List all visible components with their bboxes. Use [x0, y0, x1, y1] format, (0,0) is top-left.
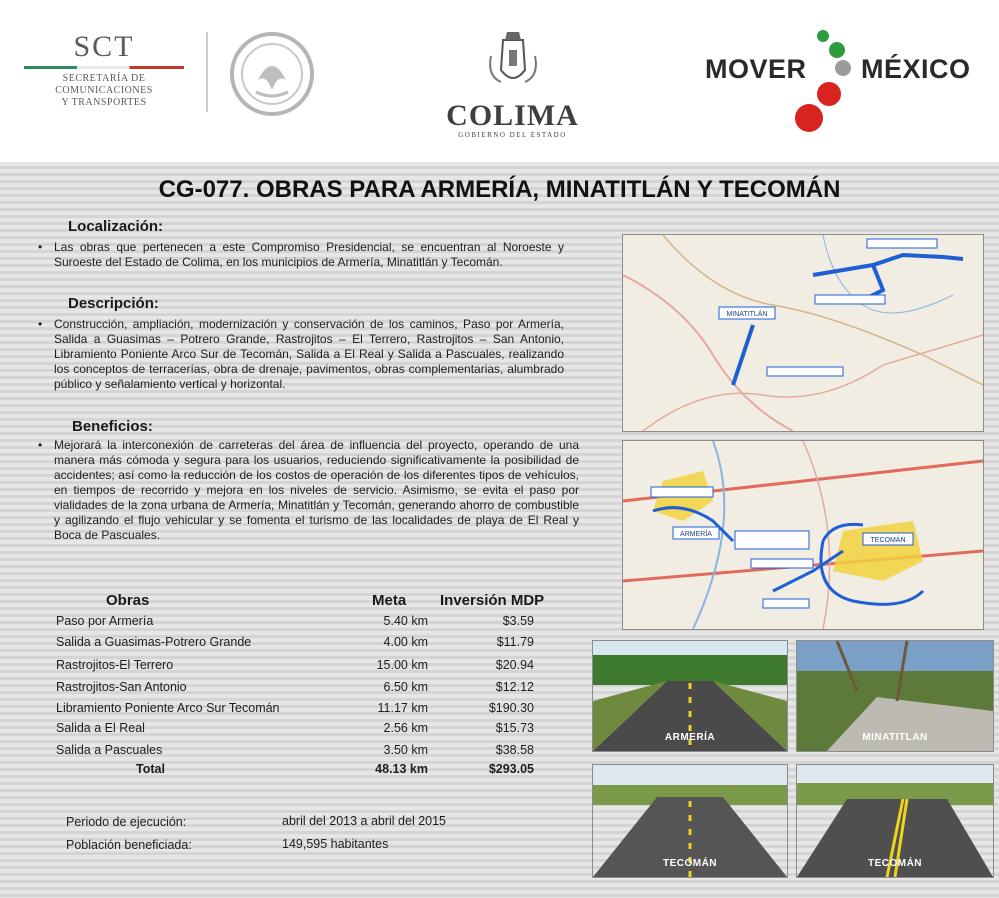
gray-dot — [835, 60, 851, 76]
descripcion-body: Construcción, ampliación, modernización y conservación de los caminos, Paso por Armería, Salida a Guasimas – Potrero Grande, Rastrojitos – El Terrero, Rastrojitos – San Antonio, Libramiento Poniente Arco Sur de Tecomán, Salida a El Real y Salida a Pascuales, realizando los conceptos de terracerías, obra de drenaje, pavimentos, obras complementarias, alumbrado público y señalamiento vertical y horizontal. — [54, 317, 564, 391]
poblacion-value: 149,595 habitantes — [282, 837, 389, 851]
green-dot-large — [829, 42, 845, 58]
row-inversion: $38.58 — [495, 743, 534, 757]
periodo-value: abril del 2013 a abril del 2015 — [282, 814, 447, 828]
photo-tecoman-1 — [592, 764, 788, 878]
table-row — [56, 635, 541, 655]
beneficios-text — [38, 438, 579, 543]
table-row — [56, 743, 541, 763]
row-inversion: $20.94 — [495, 658, 534, 672]
table-total-row — [56, 762, 541, 782]
table-row — [56, 614, 541, 634]
national-seal-icon — [228, 30, 316, 118]
sct-line3: Y TRANSPORTES — [61, 97, 147, 108]
red-dot-lower — [795, 104, 823, 132]
photo-caption: TECOMÁN — [662, 858, 718, 869]
logo-divider — [206, 32, 208, 112]
row-meta: 4.00 km — [383, 635, 428, 649]
descripcion-heading: Descripción: — [68, 295, 159, 312]
row-inversion: $15.73 — [495, 721, 534, 735]
beneficios-body: Mejorará la interconexión de carreteras del área de influencia del proyecto, operando de una manera más cómoda y segura para los usuarios, reduciendo significativamente la posibilidad de accidentes; así como la reducción de los costos de operación de los diferentes tipos de vehículos, en tiempos de recorrido y mejora en los niveles de servicio. Asimismo, se evita el paso por vialidades de la zona urbana de Armería, Minatitlán y Tecomán, generando ahorro de combustible y agilizando el flujo vehicular y se fomenta el turismo de las localidades de playa de El Real y Boca de Pascuales. — [54, 438, 579, 542]
beneficios-heading: Beneficios: — [72, 418, 153, 435]
sct-acronym: SCT — [73, 30, 135, 63]
row-obra: Rastrojitos-El Terrero — [56, 658, 174, 672]
map-minatitlan-drawing — [623, 235, 983, 431]
colima-crest-icon — [483, 26, 543, 96]
table-row — [56, 701, 541, 721]
red-dot-upper — [817, 82, 841, 106]
row-inversion: $3.59 — [502, 614, 534, 628]
bullet: • — [38, 438, 43, 452]
row-obra: Rastrojitos-San Antonio — [56, 680, 187, 694]
mover-mexico-logo — [705, 24, 995, 134]
map-armeria-tecoman — [622, 440, 984, 630]
localizacion-text — [38, 240, 564, 270]
row-obra: Libramiento Poniente Arco Sur Tecomán — [56, 701, 280, 715]
photo-caption: ARMERÍA — [664, 732, 716, 743]
table-row — [56, 680, 541, 700]
row-meta: 15.00 km — [376, 658, 428, 672]
header-banner — [0, 0, 999, 162]
map-armeria-tecoman-drawing — [623, 441, 983, 629]
sct-tricolor-bar — [24, 66, 184, 69]
row-meta: 3.50 km — [383, 743, 428, 757]
colima-name: COLIMA — [446, 99, 579, 132]
photo-minatitlan — [796, 640, 994, 752]
mexico-word: MÉXICO — [861, 54, 971, 84]
bullet: • — [38, 317, 43, 331]
sct-line1: SECRETARÍA DE — [62, 73, 146, 84]
map2-label-tecoman: TECOMÁN — [870, 537, 906, 544]
mover-word: MOVER — [705, 54, 807, 84]
table-row — [56, 658, 541, 678]
descripcion-text — [38, 317, 564, 392]
row-obra: Salida a Guasimas-Potrero Grande — [56, 635, 252, 649]
table-row — [56, 721, 541, 741]
row-meta: 5.40 km — [383, 614, 428, 628]
total-label: Total — [136, 762, 165, 776]
photo-caption: TECOMÁN — [867, 858, 923, 869]
row-inversion: $11.79 — [496, 635, 534, 649]
map1-label: MINATITLÁN — [726, 311, 768, 318]
col-header-inversion: Inversión MDP — [440, 592, 545, 609]
row-obra: Salida a El Real — [56, 721, 145, 735]
row-obra: Paso por Armería — [56, 614, 154, 628]
photo-caption: MINATITLAN — [862, 732, 928, 743]
row-obra: Salida a Pascuales — [56, 743, 163, 757]
col-header-obras: Obras — [106, 592, 150, 609]
row-inversion: $12.12 — [495, 680, 534, 694]
localizacion-body: Las obras que pertenecen a este Compromiso Presidencial, se encuentran al Noroeste y Suroeste del Estado de Colima, en los municipios de Armería, Minatitlán y Tecomán. — [54, 240, 564, 269]
main-panel — [0, 162, 999, 898]
sct-line2: COMUNICACIONES — [55, 85, 153, 96]
map2-label-armeria: ARMERÍA — [680, 531, 712, 538]
localizacion-heading: Localización: — [68, 218, 164, 235]
colima-subtitle: GOBIERNO DEL ESTADO — [458, 131, 567, 139]
total-meta: 48.13 km — [375, 762, 428, 776]
bullet: • — [38, 240, 43, 254]
col-header-meta: Meta — [372, 592, 407, 609]
sct-logo — [14, 30, 194, 109]
row-meta: 11.17 km — [377, 701, 428, 715]
green-dot-small — [817, 30, 829, 42]
poblacion-label: Población beneficiada: — [66, 838, 192, 852]
photo-tecoman-2 — [796, 764, 994, 878]
photo-armeria — [592, 640, 788, 752]
map-minatitlan — [622, 234, 984, 432]
total-inversion: $293.05 — [488, 762, 534, 776]
row-inversion: $190.30 — [488, 701, 534, 715]
row-meta: 6.50 km — [383, 680, 428, 694]
colima-logo — [430, 26, 595, 139]
row-meta: 2.56 km — [383, 721, 428, 735]
periodo-label: Periodo de ejecución: — [66, 815, 187, 829]
page-title: CG-077. OBRAS PARA ARMERÍA, MINATITLÁN Y TECOMÁN — [158, 176, 841, 203]
